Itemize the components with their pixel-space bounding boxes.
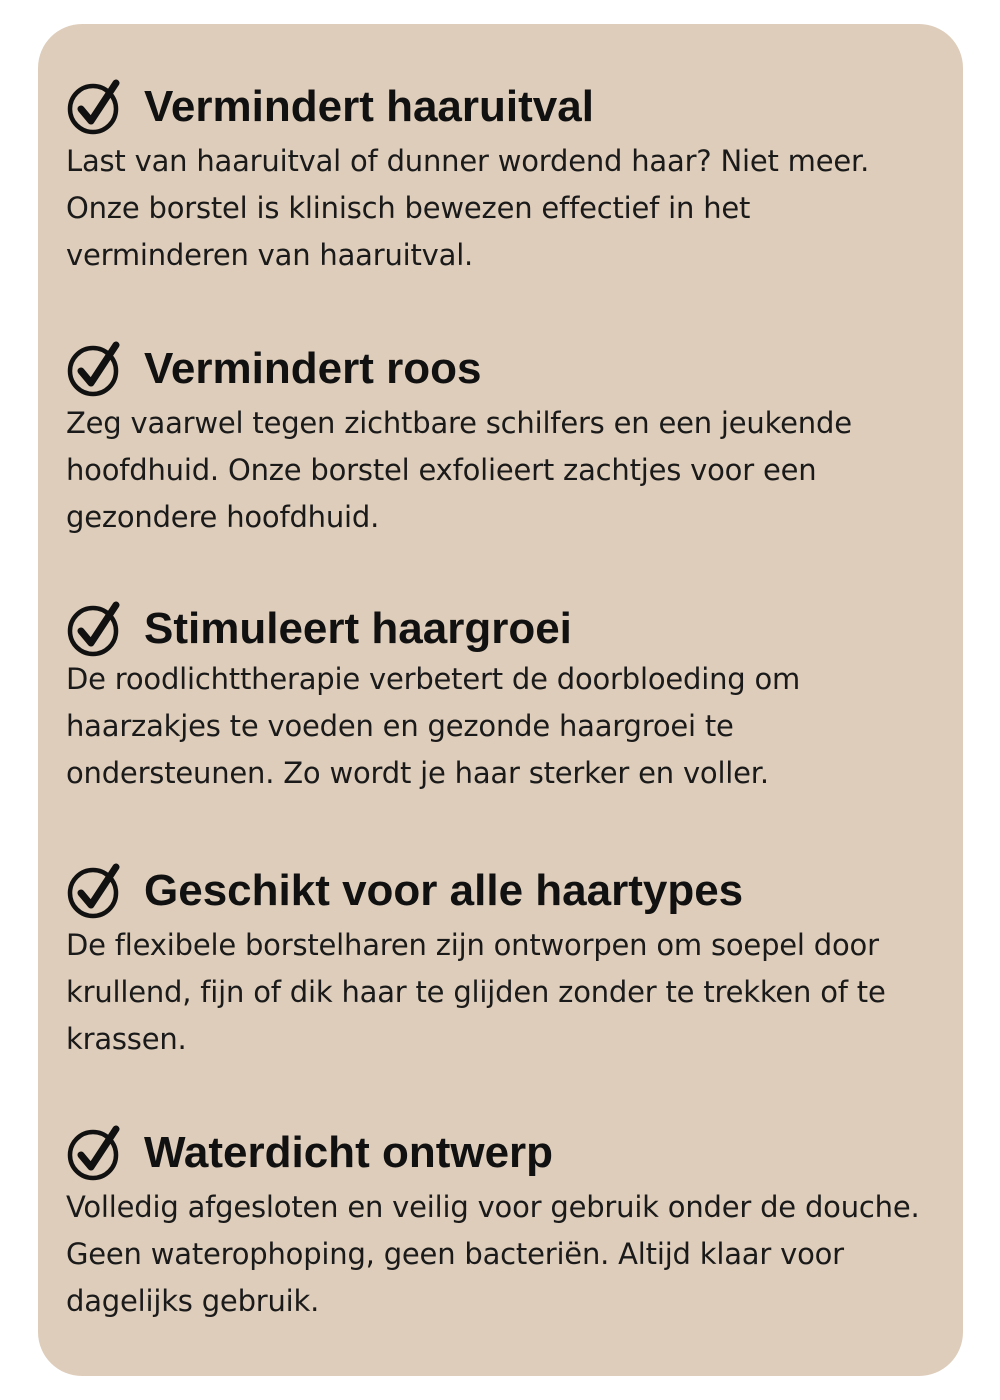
feature-header (66, 860, 936, 922)
feature-title: Geschikt voor alle haartypes (144, 866, 744, 915)
feature-item (66, 1122, 936, 1325)
feature-header (66, 76, 936, 138)
feature-item (66, 338, 936, 541)
feature-header (66, 602, 936, 656)
feature-header (66, 338, 936, 400)
feature-description: De roodlichttherapie verbetert de doorbloeding om haarzakjes te voeden en gezonde haargroei te ondersteunen. Zo wordt je haar sterker en voller. (66, 662, 801, 790)
check-circle-icon (66, 601, 122, 657)
feature-item (66, 860, 936, 1063)
feature-item (66, 76, 936, 279)
check-circle-icon (66, 79, 122, 135)
feature-header (66, 1122, 936, 1184)
feature-description: Zeg vaarwel tegen zichtbare schilfers en een jeukende hoofdhuid. Onze borstel exfolieert zachtjes voor een gezondere hoofdhuid. (66, 406, 852, 534)
check-circle-icon (66, 341, 122, 397)
feature-item (66, 602, 936, 797)
feature-description: De flexibele borstelharen zijn ontworpen om soepel door krullend, fijn of dik haar te glijden zonder te trekken of te krassen. (66, 928, 886, 1056)
feature-title: Vermindert haaruitval (144, 82, 594, 131)
feature-title: Vermindert roos (144, 344, 482, 393)
feature-title: Stimuleert haargroei (144, 604, 572, 653)
check-circle-icon (66, 1125, 122, 1181)
feature-description: Volledig afgesloten en veilig voor gebruik onder de douche. Geen waterophoping, geen bacteriën. Altijd klaar voor dagelijks gebruik. (66, 1190, 920, 1318)
features-card (38, 24, 963, 1376)
feature-description: Last van haaruitval of dunner wordend haar? Niet meer. Onze borstel is klinisch bewezen effectief in het verminderen van haaruitval. (66, 144, 870, 272)
feature-title: Waterdicht ontwerp (144, 1128, 554, 1177)
check-circle-icon (66, 863, 122, 919)
